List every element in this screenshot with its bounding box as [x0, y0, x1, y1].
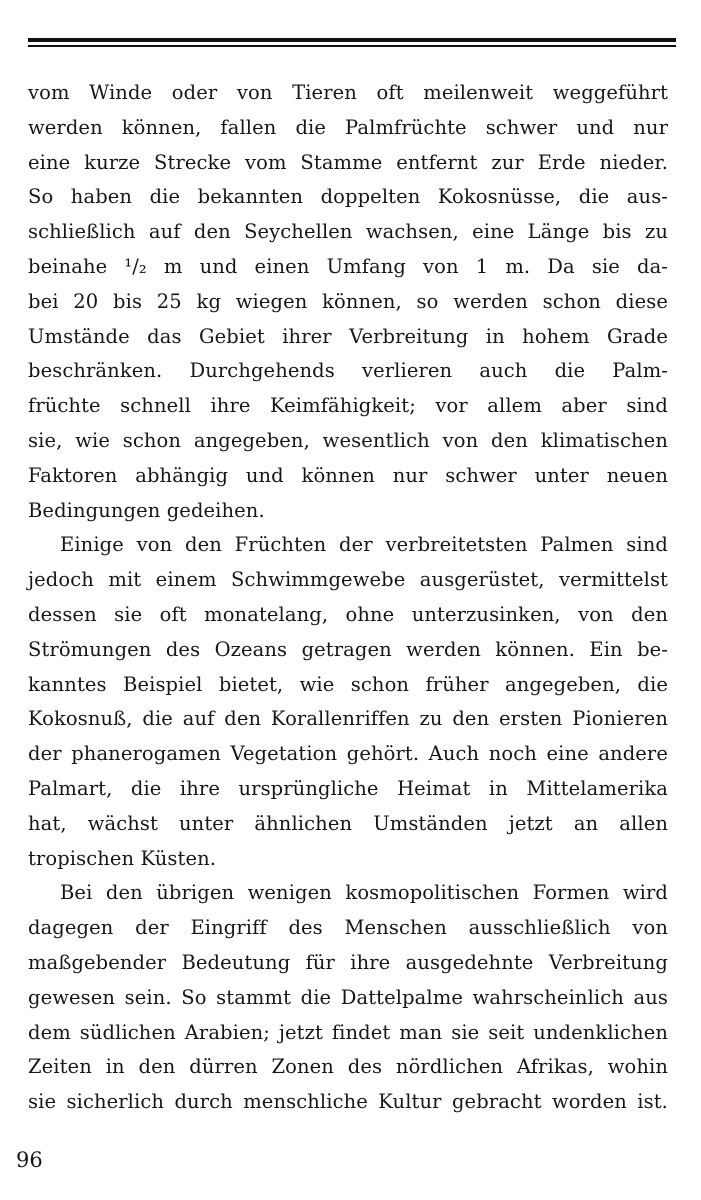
body-text: [28, 76, 668, 1120]
text-line: Palmart, die ihre ursprüngliche Heimat in Mittelamerika: [28, 776, 668, 800]
text-line: sie, wie schon angegeben, wesentlich von den klimatischen: [28, 428, 668, 452]
text-line: vom Winde oder von Tieren oft meilenweit weggeführt: [28, 81, 668, 104]
text-line: dem südlichen Arabien; jetzt findet man sie seit undenklichen: [28, 1020, 668, 1044]
text-line: Strömungen des Ozeans getragen werden können. Ein be-: [28, 637, 668, 661]
text-line: dagegen der Eingriff des Menschen ausschließlich von: [28, 916, 668, 940]
text-line: schließlich auf den Seychellen wachsen, eine Länge bis zu: [28, 220, 668, 244]
text-line: tropischen Küsten.: [28, 846, 217, 870]
text-line: gewesen sein. So stammt die Dattelpalme wahrscheinlich aus: [28, 985, 668, 1009]
text-line: eine kurze Strecke vom Stamme entfernt zur Erde nieder.: [28, 150, 668, 174]
text-line: Umstände das Gebiet ihrer Verbreitung in hohem Grade: [28, 324, 668, 348]
text-line: beinahe ¹/₂ m und einen Umfang von 1 m. Da sie da-: [28, 254, 668, 278]
page-number: 96: [16, 1148, 43, 1172]
text-line: Kokosnuß, die auf den Korallenriffen zu den ersten Pionieren: [28, 707, 668, 731]
header-rule-thin: [28, 45, 676, 47]
text-line: früchte schnell ihre Keimfähigkeit; vor allem aber sind: [28, 394, 668, 418]
text-line: Faktoren abhängig und können nur schwer unter neuen: [28, 463, 668, 487]
text-line: kanntes Beispiel bietet, wie schon früher angegeben, die: [28, 672, 668, 696]
header-rule-thick: [28, 38, 676, 42]
text-line: Einige von den Früchten der verbreitetsten Palmen sind: [60, 533, 668, 557]
text-line: jedoch mit einem Schwimmgewebe ausgerüstet, vermittelst: [28, 568, 668, 592]
text-line: sie sicherlich durch menschliche Kultur gebracht worden ist.: [28, 1090, 668, 1114]
text-line: bei 20 bis 25 kg wiegen können, so werden schon diese: [28, 289, 668, 313]
text-line: So haben die bekannten doppelten Kokosnüsse, die aus-: [28, 185, 668, 209]
text-line: beschränken. Durchgehends verlieren auch die Palm-: [28, 359, 668, 383]
text-line: Bedingungen gedeihen.: [28, 498, 265, 522]
text-line: dessen sie oft monatelang, ohne unterzusinken, von den: [28, 602, 668, 626]
text-line: maßgebender Bedeutung für ihre ausgedehnte Verbreitung: [28, 950, 668, 974]
text-line: werden können, fallen die Palmfrüchte schwer und nur: [28, 115, 668, 139]
text-line: hat, wächst unter ähnlichen Umständen jetzt an allen: [28, 811, 668, 835]
text-line: Zeiten in den dürren Zonen des nördlichen Afrikas, wohin: [28, 1055, 668, 1079]
text-line: Bei den übrigen wenigen kosmopolitischen Formen wird: [60, 881, 668, 905]
text-line: der phanerogamen Vegetation gehört. Auch noch eine andere: [28, 742, 668, 766]
header-double-rule: [28, 38, 676, 47]
